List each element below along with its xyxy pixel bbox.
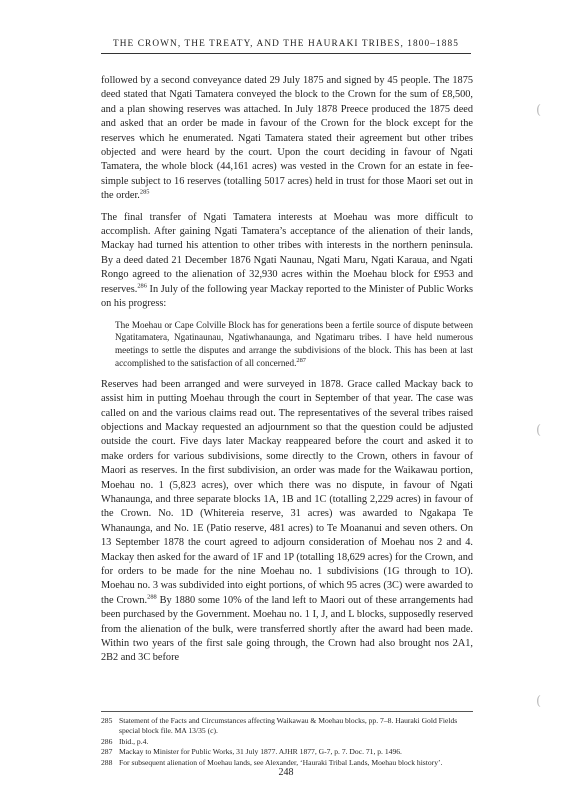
footnotes: [101, 711, 473, 768]
footnote-ref: 287: [296, 356, 306, 364]
paragraph-text: The final transfer of Ngati Tamatera interests at Moehau was more difficult to accomplish. After gaining Ngati Tamatera’s acceptance of the alienation of their lands, Mackay had turned his attention to other tribes with interests in the northern peninsula. By a deed dated 21 December 1876 Ngati Naunau, Ngati Maru, Ngati Karaua, and Ngati Rongo agreed to the alienation of 32,930 acres within the Moehau block for £953 and reserves.: [101, 211, 473, 295]
footnote-ref: 286: [137, 282, 147, 290]
paragraph: [101, 378, 473, 666]
footnote-number: 286: [101, 736, 113, 746]
footnote-text: Ibid., p.4.: [119, 736, 149, 746]
margin-bracket-mark: (: [536, 694, 542, 709]
footnote-number: 285: [101, 716, 113, 725]
running-head: THE CROWN, THE TREATY, AND THE HAURAKI TRIBES, 1800–1885: [112, 39, 460, 49]
margin-bracket-mark: (: [536, 103, 542, 118]
paragraph-text: followed by a second conveyance dated 29 July 1875 and signed by 45 people. The 1875 deed stated that Ngati Tamatera conveyed the block to the Crown for the sum of £8,500, and a plan showing reserves was attached. In July 1878 Preece produced the 1875 deed and asked that an order be made in favour of the Crown for the block except for the reserves which he enumerated. Ngati Tamatera stated their agreement but other tribes objected and were heard by the court. Upon the court deciding in favour of Ngati Tamatera, the whole block (44,161 acres) was vested in the Crown for an estate in fee-simple subject to 16 reserves (totalling 5017 acres) held in trust for those Maori set out in the order.: [101, 75, 473, 202]
footnote-ref: 288: [147, 593, 157, 601]
footnote-number: 288: [101, 757, 113, 767]
footnote-text: Statement of the Facts and Circumstances affecting Waikawau & Moehau blocks, pp. 7–8. Hauraki Gold Fields special block file. MA 13/35 (c).: [119, 716, 458, 736]
footnote-text: Mackay to Minister for Public Works, 31 July 1877. AJHR 1877, G-7, p. 7. Doc. 71, p. 1496.: [119, 747, 402, 757]
footnote: [101, 737, 473, 747]
paragraph-text: Reserves had been arranged and were surveyed in 1878. Grace called Mackay back to assist him in putting Moehau through the court in September of that year. The case was called on and the various claims read out. The representatives of the several tribes raised objections and Mackay requested an adjournment so that the question could be adjusted outside the court. Five days later Mackay reappeared before the court and asked it to make orders for various subdivisions, some directly to the Crown, others in favour of Maori as reserves. In the first subdivision, an order was made for the Waikawau portion, Moehau no. 1 (5,823 acres), over which there was no dispute, in favour of Ngati Whanaunga, and three separate blocks 1A, 1B and 1C (totalling 2,229 acres) in favour of the Crown. No. 1D (Whitereia reserve, 31 acres) was awarded to Ngakapa Te Whanaunga, and No. 1E (Patio reserve, 481 acres) to Te Moananui and seven others. On 13 September 1878 the court agreed to adjourn consideration of Moehau nos 2 and 4. Mackay then asked for the award of 1F and 1P (totalling 18,629 acres) for the Crown, and for orders to be made for the nine Moehau no. 1 subdivisions (1G through to 1O). Moehau no. 3 was subdivided into eight portions, of which 95 acres (3C) were awarded to the Crown.: [101, 378, 473, 606]
paragraph: [101, 211, 473, 312]
paragraph-text-continued: By 1880 some 10% of the land left to Maori out of these arrangements had been purchased by the Government. Moehau no. 1 I, J, and L blocks, supposedly reserved from the alienation of the bulk, were transferred shortly after the award had been made. Within two years of the first sale going through, the Crown had also brought nos 2A1, 2B2 and 3C before: [101, 594, 473, 664]
quote-text: The Moehau or Cape Colville Block has for generations been a fertile source of dispute between Ngatitamatera, Ngatinaunau, Ngatiwhanaunga, and Ngatimaru tribes. I have held numerous meetings to settle the disputes and arrange the subdivisions of the block. This has been at last accomplished to the satisfaction of all concerned.: [115, 319, 473, 368]
footnote: [101, 716, 473, 737]
page-number: 248: [278, 767, 294, 778]
paragraph-text-continued: In July of the following year Mackay reported to the Minister of Public Works on his progress:: [101, 283, 473, 310]
margin-bracket-mark: (: [536, 423, 542, 438]
header-rule: [101, 53, 471, 54]
footnote-ref: 285: [139, 188, 150, 196]
body-text: [101, 74, 473, 673]
footnote: [101, 747, 473, 757]
paragraph: [101, 74, 473, 204]
footnote-text: For subsequent alienation of Moehau lands, see Alexander, ‘Hauraki Tribal Lands, Moehau block history’.: [119, 757, 443, 767]
footnote-number: 287: [101, 747, 113, 757]
block-quote: [115, 319, 473, 370]
